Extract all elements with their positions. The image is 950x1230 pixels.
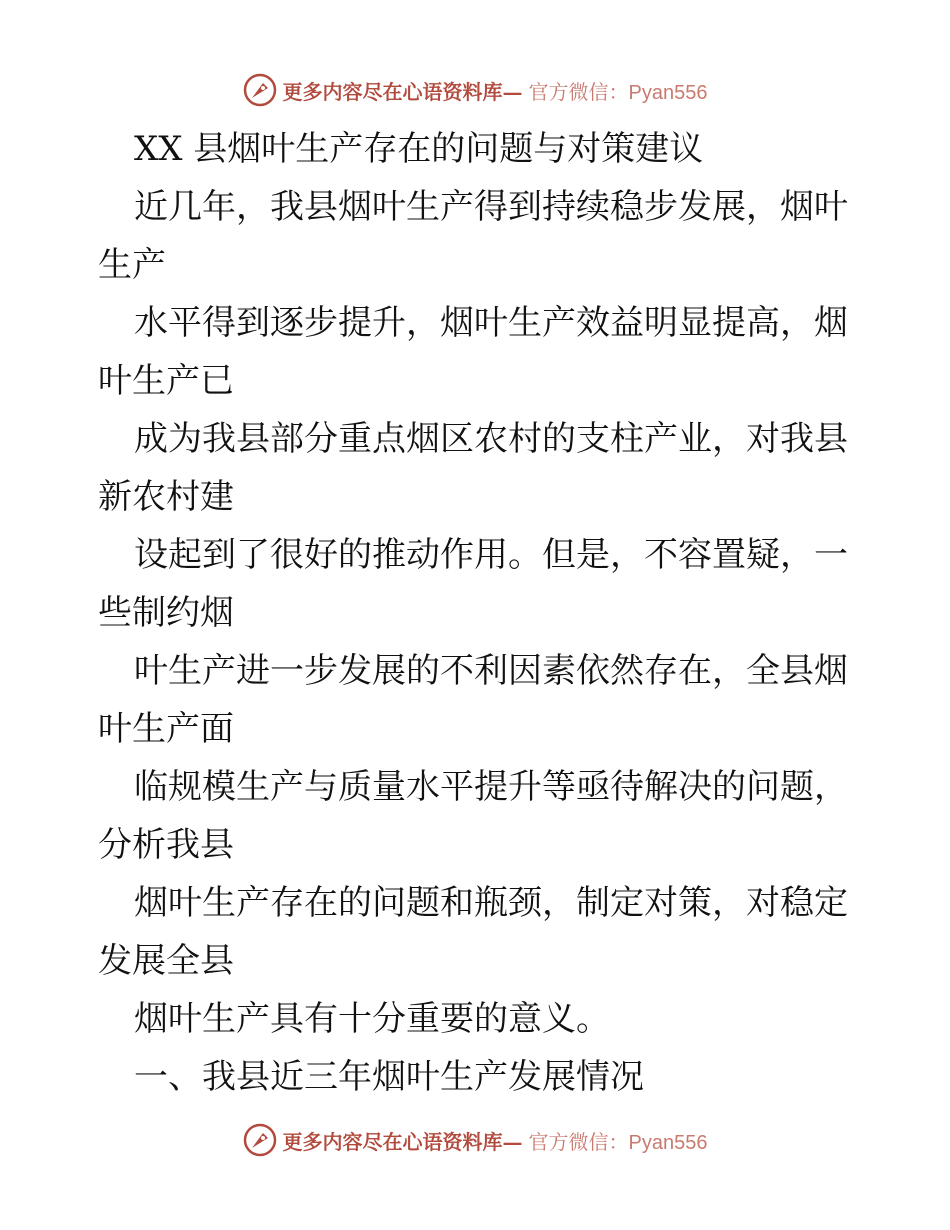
header-watermark xyxy=(0,70,950,110)
paragraph-line: 发展全县 xyxy=(98,941,234,981)
watermark-wechat: 官方微信：Pyan556 xyxy=(528,81,708,104)
paragraph-line: 新农村建 xyxy=(98,477,234,517)
paragraph-line: 成为我县部分重点烟区农村的支柱产业，对我县 xyxy=(134,419,848,459)
paragraph-line: 近几年，我县烟叶生产得到持续稳步发展，烟叶 xyxy=(134,187,848,227)
document-body xyxy=(98,120,858,1106)
paragraph-line: 些制约烟 xyxy=(98,593,234,633)
paragraph-line: 烟叶生产具有十分重要的意义。 xyxy=(134,999,610,1039)
pen-nib-logo-icon xyxy=(243,1123,277,1157)
paragraph-line: 烟叶生产存在的问题和瓶颈，制定对策，对稳定 xyxy=(134,883,848,923)
paragraph-line: 临规模生产与质量水平提升等亟待解决的问题， xyxy=(134,767,848,807)
watermark-text: 更多内容尽在心语资料库— xyxy=(282,1129,523,1154)
pen-nib-logo-icon xyxy=(243,73,277,107)
footer-watermark xyxy=(0,1120,950,1160)
document-title: XX 县烟叶生产存在的问题与对策建议 xyxy=(134,129,704,169)
watermark-text: 更多内容尽在心语资料库— xyxy=(282,79,523,104)
paragraph-line: 叶生产面 xyxy=(98,709,234,749)
paragraph-line: 分析我县 xyxy=(98,825,234,865)
paragraph-line: 水平得到逐步提升，烟叶生产效益明显提高，烟 xyxy=(134,303,848,343)
paragraph-line: 叶生产进一步发展的不利因素依然存在，全县烟 xyxy=(134,651,848,691)
watermark-wechat: 官方微信：Pyan556 xyxy=(528,1131,708,1154)
paragraph-line: 设起到了很好的推动作用。但是，不容置疑，一 xyxy=(134,535,848,575)
section-heading: 一、我县近三年烟叶生产发展情况 xyxy=(134,1057,644,1097)
paragraph-line: 生产 xyxy=(98,245,166,285)
paragraph-line: 叶生产已 xyxy=(98,361,234,401)
